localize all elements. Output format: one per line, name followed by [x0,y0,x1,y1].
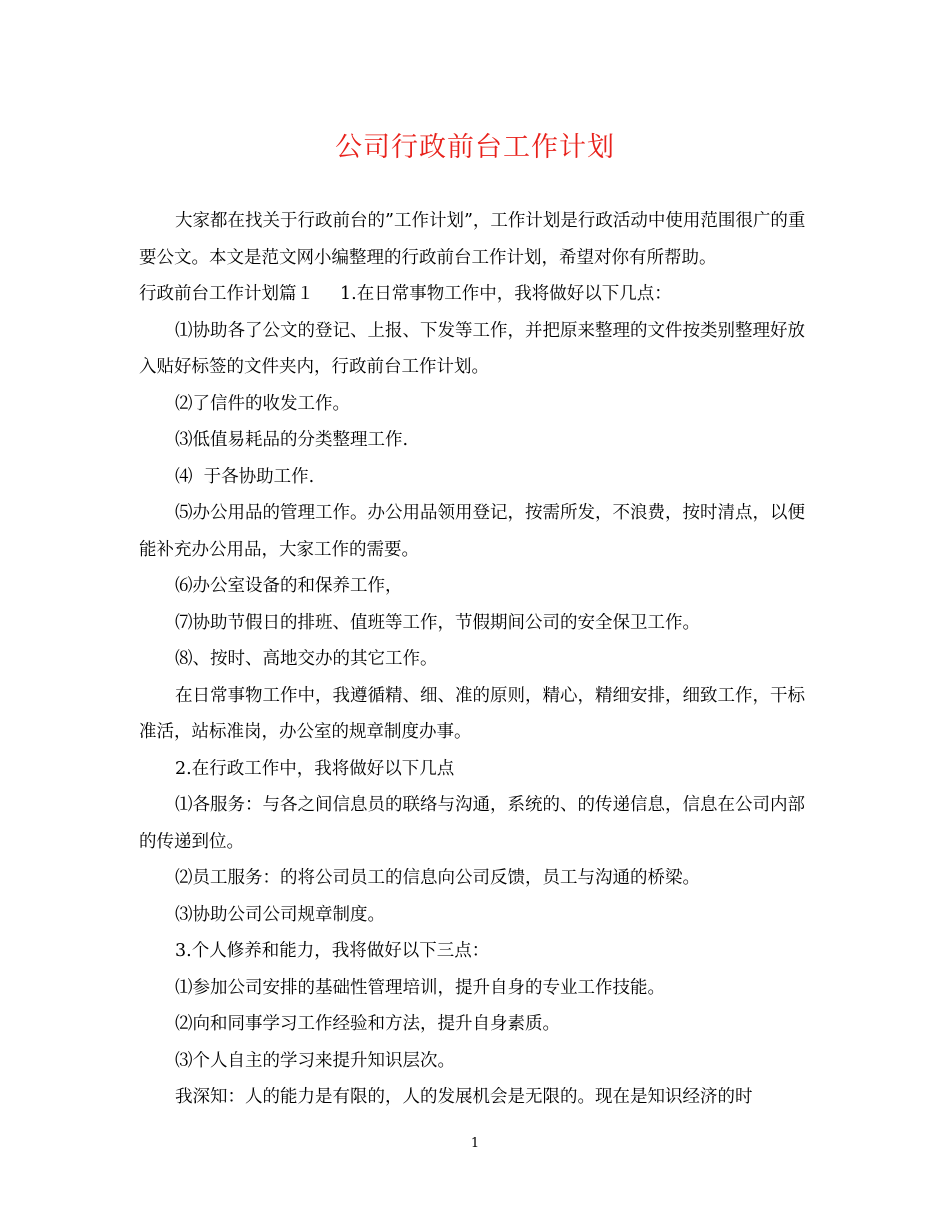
page-number: 1 [470,1136,480,1151]
section-heading-label: 行政前台工作计划篇１ [139,284,314,304]
paragraph-item: ⑷ 于各协助工作. [175,466,315,487]
paragraph-item: ⑹办公室设备的和保养工作， [175,576,403,596]
paragraph-item: ⑴协助各了公文的登记、上报、下发等工作，并把原来整理的文件按类别整理好放入贴好标签的文件夹内，行政前台工作计划。 [139,320,805,377]
paragraph-point-heading: 2.在行政工作中，我将做好以下几点 [175,758,455,779]
paragraph-item: ⑶低值易耗品的分类整理工作. [175,430,409,450]
document-title: 公司行政前台工作计划 [335,132,615,163]
paragraph-item: ⑶协助公司公司规章制度。 [175,904,385,925]
paragraph-item: ⑵向和同事学习工作经验和方法，提升自身素质。 [175,1014,560,1034]
paragraph-item: ⑵了信件的收发工作。 [175,393,350,414]
paragraph-intro: 大家都在找关于行政前台的”工作计划”，工作计划是行政活动中使用范围很广的重要公文。本文是范文网小编整理的行政前台工作计划，希望对你有所帮助。 [139,211,806,268]
section-heading-point: 1.在日常事物工作中，我将做好以下几点： [340,284,672,304]
document-body [139,203,815,1116]
paragraph-item: ⑴参加公司安排的基础性管理培训，提升自身的专业工作技能。 [175,977,665,998]
paragraph-item: ⑻、按时、高地交办的其它工作。 [175,649,438,669]
paragraph-closing: 我深知：人的能力是有限的，人的发展机会是无限的。现在是知识经济的时 [175,1087,753,1107]
paragraph-item: ⑶个人自主的学习来提升知识层次。 [175,1050,455,1071]
paragraph-item: ⑺协助节假日的排班、值班等工作，节假期间公司的安全保卫工作。 [175,612,700,633]
paragraph-item: ⑸办公用品的管理工作。办公用品领用登记，按需所发，不浪费，按时清点，以便能补充办公用品，大家工作的需要。 [139,503,805,560]
paragraph-point-heading: 3.个人修养和能力，我将做好以下三点： [175,941,490,961]
paragraph-item: ⑵员工服务：的将公司员工的信息向公司反馈，员工与沟通的桥梁。 [175,868,700,888]
paragraph-section-heading [139,276,815,313]
paragraph-item: ⑴各服务：与各之间信息员的联络与沟通，系统的、的传递信息，信息在公司内部的传递到位。 [139,795,805,852]
paragraph-summary: 在日常事物工作中，我遵循精、细、准的原则，精心，精细安排，细致工作，干标准活，站标准岗，办公室的规章制度办事。 [139,685,805,742]
